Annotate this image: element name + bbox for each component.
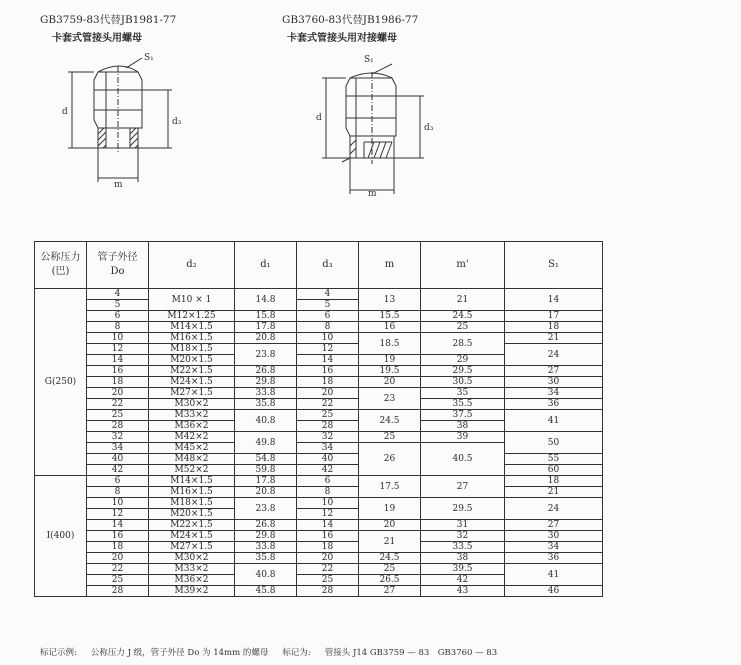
cell-d1: 35.8 <box>235 553 297 564</box>
header-d3: d₃ <box>297 242 359 289</box>
cell-d3: 8 <box>297 322 359 333</box>
cell-d2: M20×1.5 <box>149 355 235 366</box>
cell-d2: M30×2 <box>149 553 235 564</box>
cell-d1: 49.8 <box>235 432 297 454</box>
header-s1: S₁ <box>505 242 603 289</box>
cell-m: 16 <box>359 322 421 333</box>
cell-do: 16 <box>87 366 149 377</box>
cell-do: 12 <box>87 509 149 520</box>
cell-d1: 26.8 <box>235 366 297 377</box>
cell-d3: 16 <box>297 366 359 377</box>
cell-s1: 60 <box>505 465 603 476</box>
table-body <box>35 289 603 597</box>
union-nut-drawing <box>312 50 462 200</box>
cell-d1: 23.8 <box>235 344 297 366</box>
cell-m-prime: 31 <box>421 520 505 531</box>
table-row <box>35 487 603 498</box>
cell-s1: 21 <box>505 487 603 498</box>
cell-do: 25 <box>87 410 149 421</box>
cell-d2: M22×1.5 <box>149 520 235 531</box>
cell-m-prime: 35.5 <box>421 399 505 410</box>
cell-m-prime: 27 <box>421 476 505 498</box>
table-row <box>35 377 603 388</box>
cell-do: 20 <box>87 388 149 399</box>
cell-do: 6 <box>87 476 149 487</box>
header-pressure: 公称压力 (巴) <box>35 242 87 289</box>
cell-m-prime: 37.5 <box>421 410 505 421</box>
cell-d2: M27×1.5 <box>149 542 235 553</box>
cell-d3: 42 <box>297 465 359 476</box>
table-row <box>35 289 603 300</box>
cell-d1: 26.8 <box>235 520 297 531</box>
header-do: 管子外径 Do <box>87 242 149 289</box>
table-row <box>35 322 603 333</box>
cell-d3: 4 <box>297 289 359 300</box>
cell-d1: 29.8 <box>235 531 297 542</box>
table-row <box>35 553 603 564</box>
nut-d-label: d <box>62 107 68 117</box>
cell-m: 24.5 <box>359 410 421 432</box>
cell-m-prime: 38 <box>421 421 505 432</box>
table-row <box>35 531 603 542</box>
cell-do: 4 <box>87 289 149 300</box>
cell-s1: 27 <box>505 366 603 377</box>
cell-d2: M30×2 <box>149 399 235 410</box>
table-row <box>35 410 603 421</box>
cell-m-prime: 25 <box>421 322 505 333</box>
table-row <box>35 399 603 410</box>
header-d2: d₂ <box>149 242 235 289</box>
cell-s1: 30 <box>505 377 603 388</box>
cell-s1: 18 <box>505 476 603 487</box>
union-d3-label: d₃ <box>424 123 434 133</box>
table-row <box>35 542 603 553</box>
cell-d2: M12×1.25 <box>149 311 235 322</box>
cell-m-prime: 35 <box>421 388 505 399</box>
cell-m: 17.5 <box>359 476 421 498</box>
cell-s1: 46 <box>505 586 603 597</box>
table-row <box>35 388 603 399</box>
cell-m: 15.5 <box>359 311 421 322</box>
cell-s1: 27 <box>505 520 603 531</box>
cell-do: 10 <box>87 333 149 344</box>
cell-d1: 14.8 <box>235 289 297 311</box>
table-row <box>35 333 603 344</box>
cell-d3: 12 <box>297 509 359 520</box>
cell-d2: M42×2 <box>149 432 235 443</box>
cell-d1: 59.8 <box>235 465 297 476</box>
cell-d3: 10 <box>297 498 359 509</box>
cell-do: 18 <box>87 377 149 388</box>
cell-do: 6 <box>87 311 149 322</box>
example-label: 标记示例: <box>40 648 77 658</box>
cell-d3: 28 <box>297 586 359 597</box>
cell-d1: 54.8 <box>235 454 297 465</box>
cell-d1: 33.8 <box>235 388 297 399</box>
cell-d3: 25 <box>297 410 359 421</box>
cell-d3: 6 <box>297 311 359 322</box>
cell-d2: M36×2 <box>149 575 235 586</box>
table-row <box>35 366 603 377</box>
cell-d1: 15.8 <box>235 311 297 322</box>
cell-d3: 6 <box>297 476 359 487</box>
cell-d1: 23.8 <box>235 498 297 520</box>
cell-s1: 34 <box>505 542 603 553</box>
cell-s1: 41 <box>505 410 603 432</box>
right-standard-code: GB3760-83代替JB1986-77 <box>282 14 419 26</box>
cell-m: 20 <box>359 520 421 531</box>
cell-d3: 20 <box>297 553 359 564</box>
cell-s1: 17 <box>505 311 603 322</box>
cell-d2: M22×1.5 <box>149 366 235 377</box>
cell-d3: 25 <box>297 575 359 586</box>
cell-d3: 10 <box>297 333 359 344</box>
cell-do: 28 <box>87 586 149 597</box>
cell-d1: 17.8 <box>235 476 297 487</box>
table-row <box>35 476 603 487</box>
union-d-label: d <box>316 113 322 123</box>
cell-d1: 17.8 <box>235 322 297 333</box>
cell-d2: M24×1.5 <box>149 531 235 542</box>
nut-drawing <box>50 50 200 190</box>
table-row <box>35 586 603 597</box>
footer-note <box>40 646 511 658</box>
cell-pressure: G(250) <box>35 289 87 476</box>
cell-m: 18.5 <box>359 333 421 355</box>
cell-d3: 5 <box>297 300 359 311</box>
cell-m-prime: 30.5 <box>421 377 505 388</box>
table-row <box>35 344 603 355</box>
cell-m: 20 <box>359 377 421 388</box>
mark-label: 标记为: <box>282 648 311 658</box>
cell-do: 28 <box>87 421 149 432</box>
table-header-row <box>35 242 603 289</box>
example-text: 公称压力 J 级，管子外径 Do 为 14mm 的螺母 <box>90 648 269 658</box>
cell-s1: 14 <box>505 289 603 311</box>
cell-m-prime: 24.5 <box>421 311 505 322</box>
cell-d2: M24×1.5 <box>149 377 235 388</box>
cell-d2: M14×1.5 <box>149 476 235 487</box>
cell-d3: 34 <box>297 443 359 454</box>
cell-m-prime: 43 <box>421 586 505 597</box>
cell-m: 27 <box>359 586 421 597</box>
table-row <box>35 311 603 322</box>
cell-d1: 33.8 <box>235 542 297 553</box>
cell-d2: M52×2 <box>149 465 235 476</box>
cell-do: 40 <box>87 454 149 465</box>
cell-do: 32 <box>87 432 149 443</box>
cell-d1: 35.8 <box>235 399 297 410</box>
cell-m: 19 <box>359 355 421 366</box>
cell-do: 10 <box>87 498 149 509</box>
nut-d3-label: d₃ <box>172 117 182 127</box>
cell-d3: 18 <box>297 377 359 388</box>
cell-d2: M27×1.5 <box>149 388 235 399</box>
cell-d1: 40.8 <box>235 410 297 432</box>
table-row <box>35 454 603 465</box>
cell-do: 12 <box>87 344 149 355</box>
cell-m-prime: 33.5 <box>421 542 505 553</box>
table-row <box>35 432 603 443</box>
cell-m-prime: 29.5 <box>421 366 505 377</box>
cell-m: 13 <box>359 289 421 311</box>
cell-d2: M33×2 <box>149 410 235 421</box>
cell-d3: 18 <box>297 542 359 553</box>
left-drawing-title: 卡套式管接头用螺母 <box>52 33 142 44</box>
cell-d3: 22 <box>297 564 359 575</box>
cell-m: 25 <box>359 432 421 443</box>
cell-s1: 21 <box>505 333 603 344</box>
cell-m-prime: 39.5 <box>421 564 505 575</box>
cell-do: 42 <box>87 465 149 476</box>
cell-do: 5 <box>87 300 149 311</box>
cell-s1: 36 <box>505 399 603 410</box>
cell-d1: 29.8 <box>235 377 297 388</box>
cell-s1: 18 <box>505 322 603 333</box>
cell-do: 34 <box>87 443 149 454</box>
cell-d3: 22 <box>297 399 359 410</box>
cell-m: 19.5 <box>359 366 421 377</box>
cell-do: 8 <box>87 322 149 333</box>
cell-d2: M39×2 <box>149 586 235 597</box>
cell-m-prime: 42 <box>421 575 505 586</box>
cell-d3: 20 <box>297 388 359 399</box>
cell-s1: 50 <box>505 432 603 454</box>
cell-do: 22 <box>87 564 149 575</box>
cell-d2: M14×1.5 <box>149 322 235 333</box>
cell-m-prime: 32 <box>421 531 505 542</box>
spec-table <box>34 241 603 597</box>
cell-d2: M18×1.5 <box>149 344 235 355</box>
cell-d2: M48×2 <box>149 454 235 465</box>
cell-d2: M16×1.5 <box>149 487 235 498</box>
table-row <box>35 564 603 575</box>
table-row <box>35 498 603 509</box>
union-m-label: m <box>368 189 377 199</box>
cell-m-prime: 21 <box>421 289 505 311</box>
cell-do: 8 <box>87 487 149 498</box>
cell-do: 18 <box>87 542 149 553</box>
cell-m-prime: 40.5 <box>421 443 505 476</box>
cell-s1: 36 <box>505 553 603 564</box>
nut-m-label: m <box>114 180 123 190</box>
nut-s1-label: S₁ <box>144 53 154 63</box>
cell-m-prime: 28.5 <box>421 333 505 355</box>
cell-m-prime: 29 <box>421 355 505 366</box>
cell-m-prime: 38 <box>421 553 505 564</box>
cell-d3: 8 <box>297 487 359 498</box>
cell-d3: 28 <box>297 421 359 432</box>
cell-m: 21 <box>359 531 421 553</box>
table-row <box>35 465 603 476</box>
cell-m-prime: 39 <box>421 432 505 443</box>
cell-d2: M10 × 1 <box>149 289 235 311</box>
cell-d3: 12 <box>297 344 359 355</box>
cell-d2: M18×1.5 <box>149 498 235 509</box>
cell-s1: 55 <box>505 454 603 465</box>
left-standard-code: GB3759-83代替JB1981-77 <box>40 14 177 26</box>
cell-s1: 24 <box>505 498 603 520</box>
cell-d2: M33×2 <box>149 564 235 575</box>
cell-d2: M16×1.5 <box>149 333 235 344</box>
cell-do: 16 <box>87 531 149 542</box>
cell-d2: M45×2 <box>149 443 235 454</box>
cell-d2: M20×1.5 <box>149 509 235 520</box>
header-d1: d₁ <box>235 242 297 289</box>
cell-m: 23 <box>359 388 421 410</box>
cell-do: 14 <box>87 520 149 531</box>
table-row <box>35 520 603 531</box>
cell-d3: 14 <box>297 355 359 366</box>
cell-d2: M36×2 <box>149 421 235 432</box>
cell-d3: 14 <box>297 520 359 531</box>
header-m-prime: m' <box>421 242 505 289</box>
cell-do: 20 <box>87 553 149 564</box>
cell-d3: 32 <box>297 432 359 443</box>
cell-s1: 41 <box>505 564 603 586</box>
cell-do: 25 <box>87 575 149 586</box>
cell-d3: 16 <box>297 531 359 542</box>
header-m: m <box>359 242 421 289</box>
cell-do: 22 <box>87 399 149 410</box>
cell-d1: 45.8 <box>235 586 297 597</box>
cell-m-prime: 29.5 <box>421 498 505 520</box>
cell-m: 26.5 <box>359 575 421 586</box>
cell-d1: 20.8 <box>235 333 297 344</box>
cell-d1: 40.8 <box>235 564 297 586</box>
cell-pressure: I(400) <box>35 476 87 597</box>
cell-m: 24.5 <box>359 553 421 564</box>
cell-m: 26 <box>359 443 421 476</box>
mark-text: 管接头 J14 GB3759 — 83 GB3760 — 83 <box>324 648 498 658</box>
right-drawing-title: 卡套式管接头用对接螺母 <box>287 33 397 44</box>
cell-s1: 24 <box>505 344 603 366</box>
cell-m: 19 <box>359 498 421 520</box>
cell-s1: 34 <box>505 388 603 399</box>
union-s1-label: S₁ <box>364 55 374 65</box>
cell-d1: 20.8 <box>235 487 297 498</box>
cell-m: 25 <box>359 564 421 575</box>
cell-do: 14 <box>87 355 149 366</box>
cell-d3: 40 <box>297 454 359 465</box>
cell-s1: 30 <box>505 531 603 542</box>
